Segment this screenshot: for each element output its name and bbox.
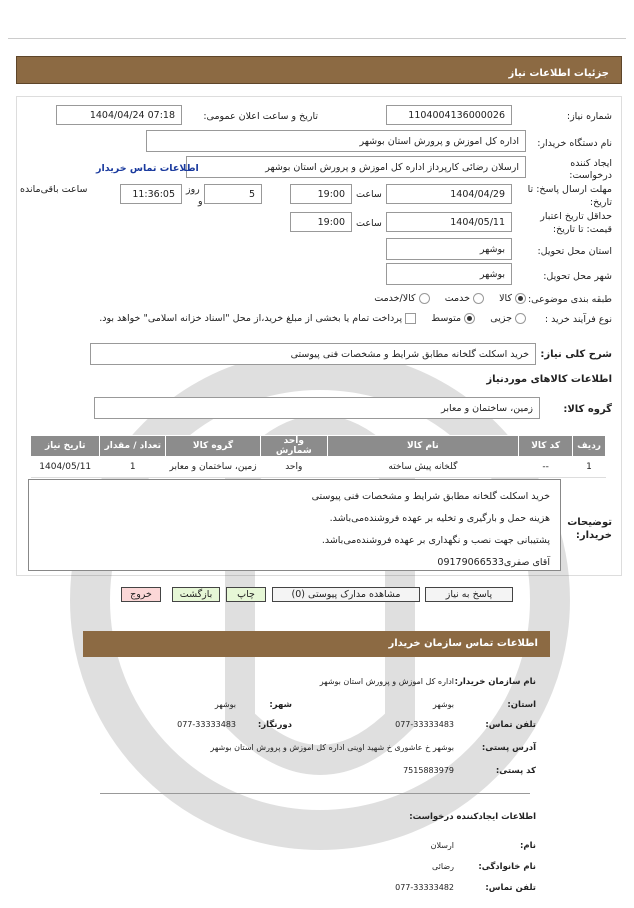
cell-code: -- xyxy=(519,457,573,478)
contact-province-value: بوشهر xyxy=(432,700,454,709)
buyer-notes-label-2: خریدار: xyxy=(575,530,612,541)
creator-phone-value: 077-33333482 xyxy=(395,883,454,892)
summary-field: خرید اسکلت گلخانه مطابق شرایط و مشخصات فنی پیوستی xyxy=(90,343,536,365)
goods-group-label: گروه کالا: xyxy=(563,404,612,415)
category-radio-both[interactable] xyxy=(419,293,430,304)
page-title: جزئیات اطلاعات نیاز xyxy=(508,68,609,79)
cell-unit: واحد xyxy=(260,457,327,478)
cell-name: گلخانه پیش ساخته xyxy=(327,457,519,478)
process-label: نوع فرآیند خرید : xyxy=(544,314,612,325)
creator-label-1: ایجاد کننده xyxy=(570,158,612,169)
validity-time-label: ساعت xyxy=(356,218,382,229)
validity-label-1: حداقل تاریخ اعتبار xyxy=(540,211,612,222)
top-divider xyxy=(8,38,626,39)
category-service-label: خدمت xyxy=(444,293,470,304)
need-number-label: شماره نیاز: xyxy=(566,111,612,122)
buyer-org-label: نام دستگاه خریدار: xyxy=(537,138,612,149)
creator-name-value: ارسلان xyxy=(430,841,454,850)
category-goods-label: کالا xyxy=(499,293,512,304)
contact-phone-value: 077-33333483 xyxy=(395,720,454,729)
deadline-time-label: ساعت xyxy=(356,189,382,200)
process-radio-medium[interactable] xyxy=(464,313,475,324)
contact-city-value: بوشهر xyxy=(214,700,236,709)
page-header xyxy=(16,56,622,84)
validity-date-field: 1404/05/11 xyxy=(386,212,512,232)
creator-label-2: درخواست: xyxy=(569,170,612,181)
treasury-payment-checkbox[interactable] xyxy=(405,313,416,324)
creator-phone-label: تلفن تماس: xyxy=(485,883,536,893)
col-row: ردیف xyxy=(573,436,606,457)
category-radio-goods[interactable] xyxy=(515,293,526,304)
category-radio-service[interactable] xyxy=(473,293,484,304)
contact-org-value: اداره کل اموزش و پرورش استان بوشهر xyxy=(319,677,454,686)
deadline-label-1: مهلت ارسال پاسخ: تا xyxy=(527,184,612,195)
attachments-button[interactable]: مشاهده مدارک پیوستی (0) xyxy=(272,587,420,602)
process-medium-label: متوسط xyxy=(431,313,462,324)
announce-label: تاریخ و ساعت اعلان عمومی: xyxy=(203,111,318,122)
buyer-note-line: آقای صفری09179066533 xyxy=(437,557,550,568)
contact-address-value: بوشهر خ عاشوری خ شهید اوینی اداره کل اموزش و پرورش استان بوشهر xyxy=(210,743,454,752)
days-field: 5 xyxy=(204,184,262,204)
contact-postal-value: 7515883979 xyxy=(403,766,454,775)
print-button[interactable]: چاپ xyxy=(226,587,266,602)
goods-group-field: زمین، ساختمان و معابر xyxy=(94,397,540,419)
goods-table xyxy=(30,435,606,478)
col-code: کد کالا xyxy=(519,436,573,457)
contact-buyer-link[interactable]: اطلاعات تماس خریدار xyxy=(96,163,199,174)
goods-table-header xyxy=(31,436,606,457)
deadline-label-2: تاریخ: xyxy=(589,197,612,208)
payment-note: پرداخت تمام یا بخشی از مبلغ خرید،از محل "اسناد خزانه اسلامی" خواهد بود. xyxy=(99,313,403,324)
summary-label: شرح کلی نیاز: xyxy=(540,349,612,360)
col-name: نام کالا xyxy=(327,436,519,457)
announce-field: 1404/04/24 07:18 xyxy=(56,105,182,125)
col-qty: تعداد / مقدار xyxy=(100,436,166,457)
buyer-org-field: اداره کل اموزش و پرورش استان بوشهر xyxy=(146,130,526,152)
buyer-note-line: خرید اسکلت گلخانه مطابق شرایط و مشخصات فنی پیوستی xyxy=(311,491,550,502)
process-radio-partial[interactable] xyxy=(515,313,526,324)
table-row xyxy=(31,457,606,478)
contact-city-label: شهر: xyxy=(269,700,292,710)
creator-name-label: نام: xyxy=(519,841,536,851)
validity-label-2: قیمت: تا تاریخ: xyxy=(552,224,612,235)
province-label: استان محل تحویل: xyxy=(537,246,612,257)
contact-fax-value: 077-33333483 xyxy=(177,720,236,729)
need-number-field: 1104004136000026 xyxy=(386,105,512,125)
buyer-note-line: هزینه حمل و بارگیری و تخلیه بر عهده فروشنده‌می‌باشد. xyxy=(329,513,550,524)
buyer-contact-title: اطلاعات تماس سازمان خریدار xyxy=(388,638,538,649)
col-unit: واحد شمارش xyxy=(260,436,327,457)
contact-phone-label: تلفن تماس: xyxy=(485,720,536,730)
contact-address-label: آدرس پستی: xyxy=(481,743,536,753)
creator-family-value: رضائی xyxy=(432,862,454,871)
category-both-label: کالا/خدمت xyxy=(374,293,416,304)
process-partial-label: جزیی xyxy=(490,313,512,324)
reply-button[interactable]: پاسخ به نیاز xyxy=(425,587,513,602)
buyer-notes-box xyxy=(28,479,561,571)
back-button[interactable]: بازگشت xyxy=(172,587,220,602)
contact-org-label: نام سازمان خریدار: xyxy=(454,677,536,687)
cell-date: 1404/05/11 xyxy=(31,457,100,478)
buyer-notes-label-1: توضیحات xyxy=(567,517,612,528)
contact-fax-label: دورنگار: xyxy=(257,720,292,730)
cell-row: 1 xyxy=(573,457,606,478)
process-options xyxy=(99,313,526,324)
category-label: طبقه بندی موضوعی: xyxy=(527,294,612,305)
days-label: روز xyxy=(186,184,200,195)
buyer-contact-header xyxy=(83,631,550,657)
cell-qty: 1 xyxy=(100,457,166,478)
contact-divider xyxy=(100,793,530,794)
exit-button[interactable]: خروج xyxy=(121,587,161,602)
validity-time-field: 19:00 xyxy=(290,212,352,232)
city-label: شهر محل تحویل: xyxy=(543,271,612,282)
goods-info-title: اطلاعات کالاهای موردنیاز xyxy=(486,374,612,385)
col-group: گروه کالا xyxy=(166,436,261,457)
buyer-note-line: پشتیبانی جهت نصب و نگهداری بر عهده فروشنده‌می‌باشد. xyxy=(321,535,550,546)
contact-postal-label: کد پستی: xyxy=(495,766,536,776)
deadline-time-field: 19:00 xyxy=(290,184,352,204)
category-options xyxy=(374,293,526,304)
days-and-label: و xyxy=(198,196,203,207)
creator-field: ارسلان رضائی کارپرداز اداره کل اموزش و پرورش استان بوشهر xyxy=(186,156,526,178)
cell-group: زمین، ساختمان و معابر xyxy=(166,457,261,478)
remaining-label: ساعت باقی‌مانده xyxy=(20,184,88,195)
province-field: بوشهر xyxy=(386,238,512,260)
col-date: تاریخ نیاز xyxy=(31,436,100,457)
contact-province-label: استان: xyxy=(507,700,536,710)
city-field: بوشهر xyxy=(386,263,512,285)
deadline-date-field: 1404/04/29 xyxy=(386,184,512,204)
creator-family-label: نام خانوادگی: xyxy=(478,862,536,872)
remaining-time-field: 11:36:05 xyxy=(120,184,182,204)
creator-info-title: اطلاعات ایجادکننده درخواست: xyxy=(409,812,536,822)
